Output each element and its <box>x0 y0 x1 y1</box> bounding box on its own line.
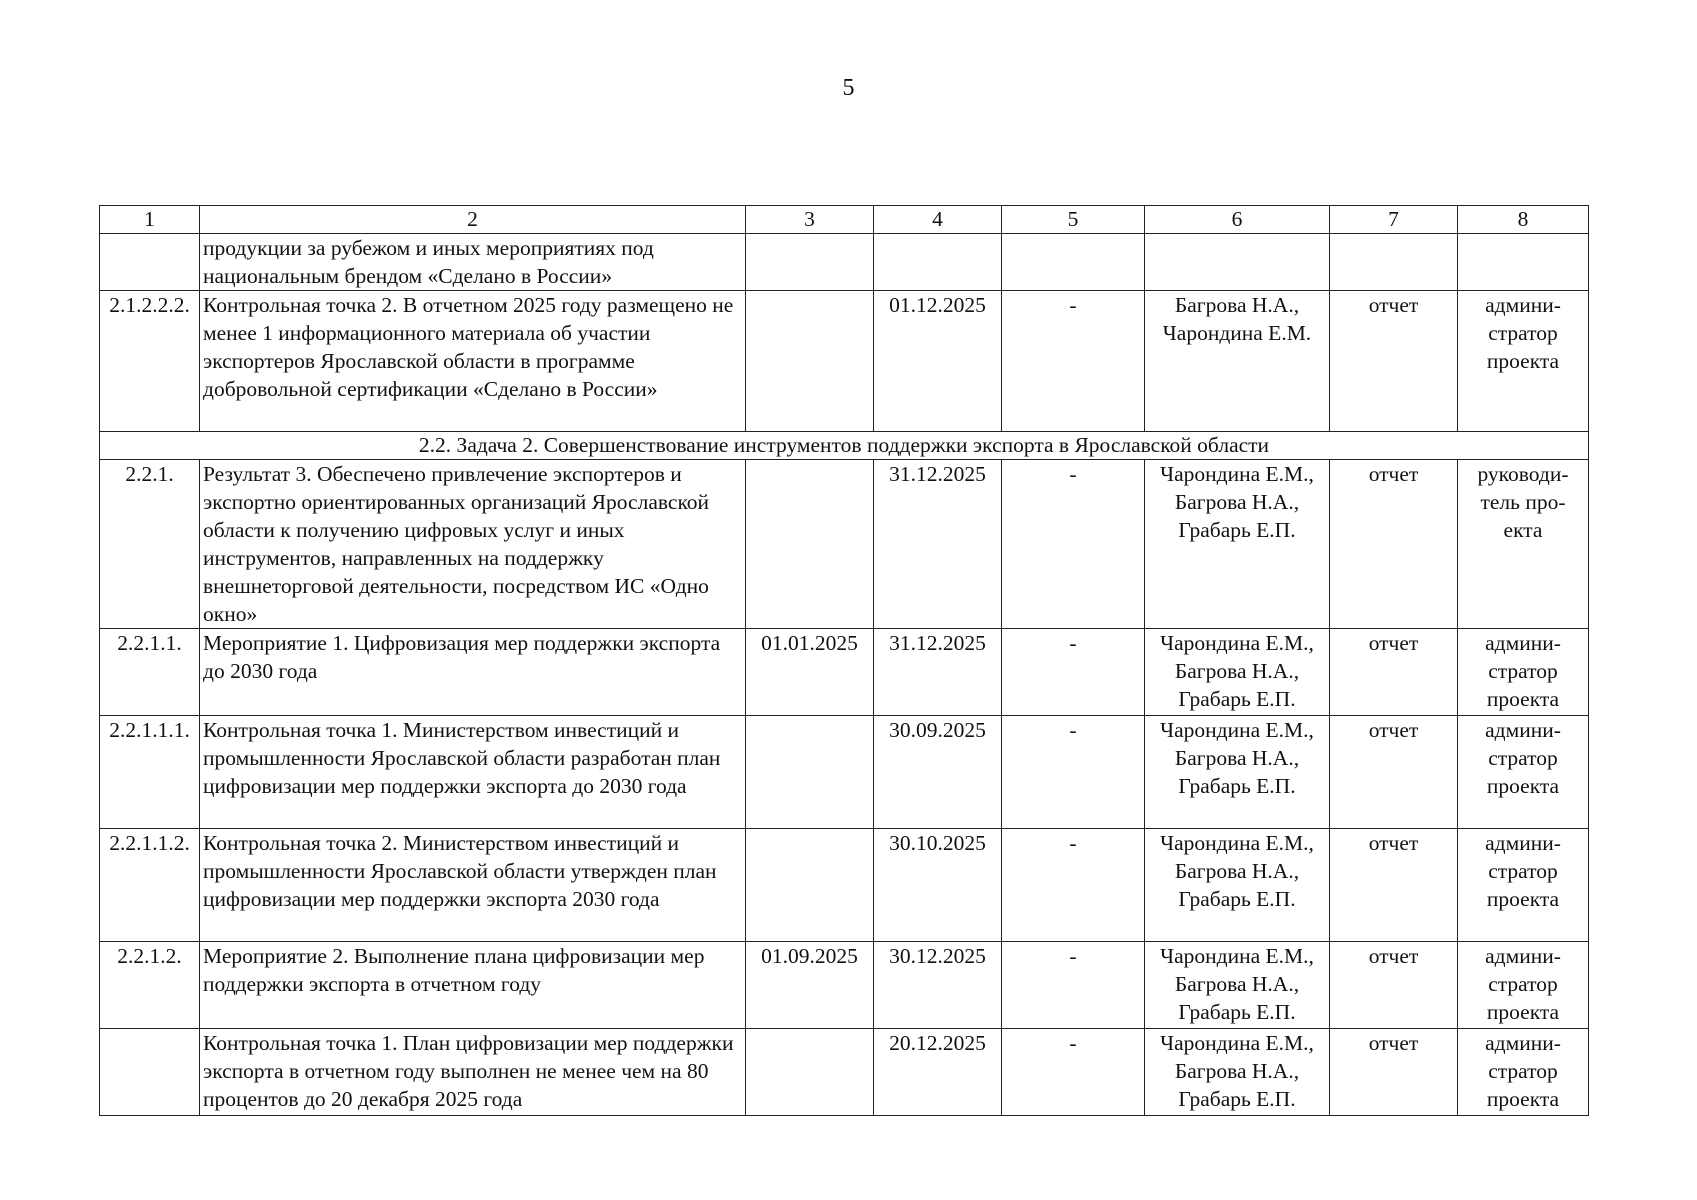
header-cell-4: 4 <box>874 206 1002 234</box>
row-role: админи- стратор проекта <box>1458 829 1589 942</box>
row-description: Контрольная точка 1. Министерством инвестиций и промышленности Ярославской области разработан план цифровизации мер поддержки экспорта до 2030 года <box>200 716 746 829</box>
row-role: админи- стратор проекта <box>1458 1029 1589 1116</box>
row-document: отчет <box>1330 629 1458 716</box>
row-document: отчет <box>1330 460 1458 629</box>
row-role: руководи- тель про- екта <box>1458 460 1589 629</box>
row-document: отчет <box>1330 942 1458 1029</box>
row-responsible: Чарондина Е.М., Багрова Н.А., Грабарь Е.П. <box>1145 716 1330 829</box>
row-role: админи- стратор проекта <box>1458 291 1589 432</box>
row-responsible: Багрова Н.А., Чарондина Е.М. <box>1145 291 1330 432</box>
table-row <box>100 942 1589 1029</box>
row-end-date: 20.12.2025 <box>874 1029 1002 1116</box>
row-start-date: 01.09.2025 <box>746 942 874 1029</box>
row-col5: - <box>1002 291 1145 432</box>
row-number <box>100 1029 200 1116</box>
row-col5: - <box>1002 460 1145 629</box>
table-row <box>100 234 1589 291</box>
header-cell-2: 2 <box>200 206 746 234</box>
row-col5 <box>1002 234 1145 291</box>
row-responsible: Чарондина Е.М., Багрова Н.А., Грабарь Е.П. <box>1145 1029 1330 1116</box>
row-document <box>1330 234 1458 291</box>
row-col5: - <box>1002 716 1145 829</box>
header-cell-5: 5 <box>1002 206 1145 234</box>
row-role: админи- стратор проекта <box>1458 629 1589 716</box>
row-role: админи- стратор проекта <box>1458 942 1589 1029</box>
row-number: 2.2.1. <box>100 460 200 629</box>
row-responsible: Чарондина Е.М., Багрова Н.А., Грабарь Е.П. <box>1145 629 1330 716</box>
row-start-date <box>746 291 874 432</box>
table-row <box>100 716 1589 829</box>
row-col5: - <box>1002 942 1145 1029</box>
row-start-date: 01.01.2025 <box>746 629 874 716</box>
header-cell-7: 7 <box>1330 206 1458 234</box>
row-responsible <box>1145 234 1330 291</box>
row-number: 2.2.1.1. <box>100 629 200 716</box>
row-end-date: 30.09.2025 <box>874 716 1002 829</box>
row-number: 2.2.1.1.1. <box>100 716 200 829</box>
row-end-date <box>874 234 1002 291</box>
row-description: продукции за рубежом и иных мероприятиях под национальным брендом «Сделано в России» <box>200 234 746 291</box>
table-header-row <box>100 206 1589 234</box>
table-row <box>100 829 1589 942</box>
row-start-date <box>746 234 874 291</box>
row-start-date <box>746 716 874 829</box>
section-row <box>100 432 1589 460</box>
row-start-date <box>746 829 874 942</box>
row-end-date: 30.10.2025 <box>874 829 1002 942</box>
row-document: отчет <box>1330 829 1458 942</box>
row-role: админи- стратор проекта <box>1458 716 1589 829</box>
section-title: 2.2. Задача 2. Совершенствование инструментов поддержки экспорта в Ярославской области <box>100 432 1589 460</box>
row-number: 2.1.2.2.2. <box>100 291 200 432</box>
row-number: 2.2.1.2. <box>100 942 200 1029</box>
project-plan-table <box>99 205 1589 1116</box>
row-start-date <box>746 460 874 629</box>
header-cell-1: 1 <box>100 206 200 234</box>
row-description: Результат 3. Обеспечено привлечение экспортеров и экспортно ориентированных организаций Ярославской области к получению цифровых услуг и иных инструментов, направленных на поддержку внешнеторговой деятельности, посредством ИС «Одно окно» <box>200 460 746 629</box>
table-row <box>100 629 1589 716</box>
row-end-date: 30.12.2025 <box>874 942 1002 1029</box>
row-col5: - <box>1002 1029 1145 1116</box>
row-description: Контрольная точка 1. План цифровизации мер поддержки экспорта в отчетном году выполнен не менее чем на 80 процентов до 20 декабря 2025 года <box>200 1029 746 1116</box>
table-row <box>100 460 1589 629</box>
table-row <box>100 291 1589 432</box>
row-document: отчет <box>1330 716 1458 829</box>
row-description: Мероприятие 1. Цифровизация мер поддержки экспорта до 2030 года <box>200 629 746 716</box>
row-description: Мероприятие 2. Выполнение плана цифровизации мер поддержки экспорта в отчетном году <box>200 942 746 1029</box>
header-cell-6: 6 <box>1145 206 1330 234</box>
row-responsible: Чарондина Е.М., Багрова Н.А., Грабарь Е.П. <box>1145 942 1330 1029</box>
row-role <box>1458 234 1589 291</box>
row-start-date <box>746 1029 874 1116</box>
row-col5: - <box>1002 829 1145 942</box>
header-cell-8: 8 <box>1458 206 1589 234</box>
row-document: отчет <box>1330 291 1458 432</box>
row-col5: - <box>1002 629 1145 716</box>
row-document: отчет <box>1330 1029 1458 1116</box>
row-responsible: Чарондина Е.М., Багрова Н.А., Грабарь Е.П. <box>1145 829 1330 942</box>
row-end-date: 01.12.2025 <box>874 291 1002 432</box>
row-description: Контрольная точка 2. Министерством инвестиций и промышленности Ярославской области утвержден план цифровизации мер поддержки экспорта 2030 года <box>200 829 746 942</box>
page-number: 5 <box>842 75 855 101</box>
row-responsible: Чарондина Е.М., Багрова Н.А., Грабарь Е.П. <box>1145 460 1330 629</box>
row-end-date: 31.12.2025 <box>874 460 1002 629</box>
row-number <box>100 234 200 291</box>
row-number: 2.2.1.1.2. <box>100 829 200 942</box>
table-row <box>100 1029 1589 1116</box>
row-description: Контрольная точка 2. В отчетном 2025 году размещено не менее 1 информационного материала об участии экспортеров Ярославской области в программе добровольной сертификации «Сделано в России» <box>200 291 746 432</box>
header-cell-3: 3 <box>746 206 874 234</box>
row-end-date: 31.12.2025 <box>874 629 1002 716</box>
